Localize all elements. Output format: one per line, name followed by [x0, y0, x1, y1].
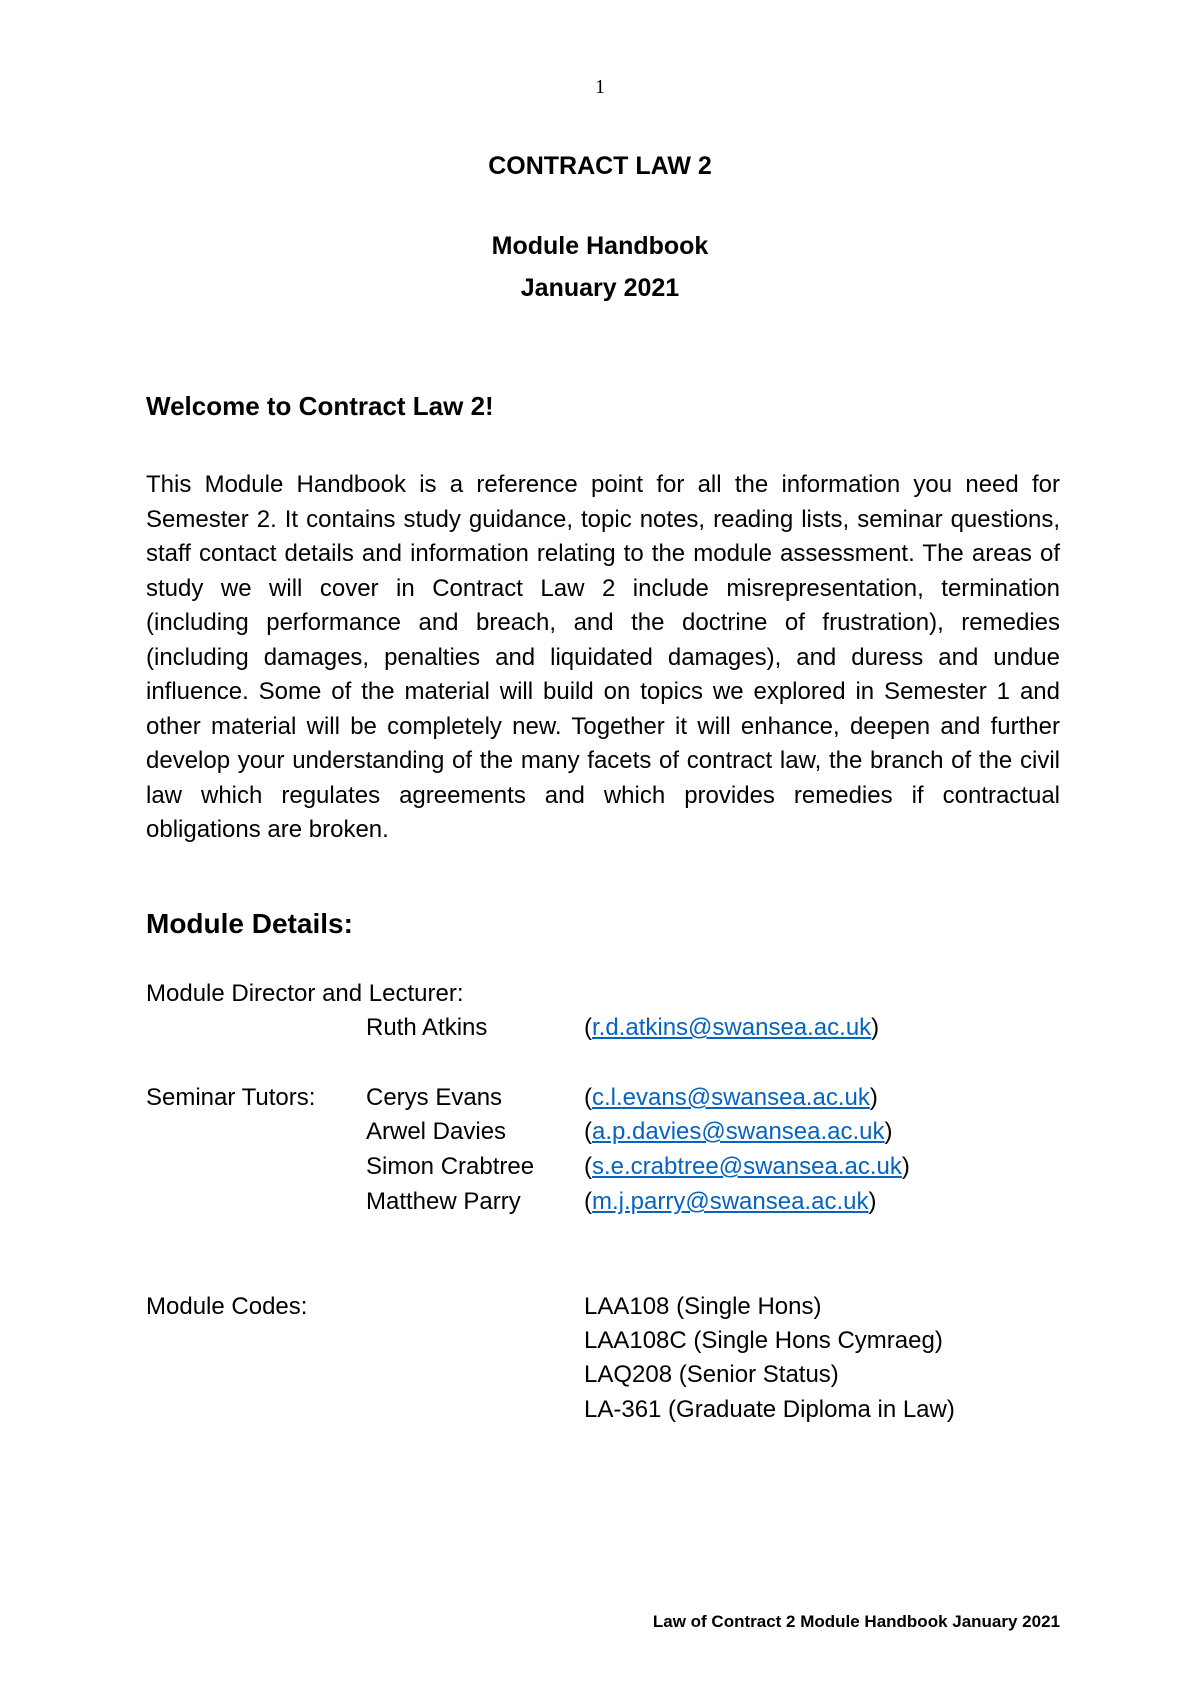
tutor-name: Matthew Parry [366, 1188, 521, 1215]
tutor-email-row: (a.p.davies@swansea.ac.uk) [584, 1118, 893, 1145]
director-email-link[interactable]: r.d.atkins@swansea.ac.uk [592, 1014, 872, 1041]
tutor-email-link[interactable]: a.p.davies@swansea.ac.uk [592, 1118, 885, 1145]
tutor-email-link[interactable]: m.j.parry@swansea.ac.uk [592, 1188, 869, 1215]
director-label: Module Director and Lecturer: [146, 980, 464, 1007]
module-code: LAA108C (Single Hons Cymraeg) [584, 1327, 943, 1354]
document-title: CONTRACT LAW 2 [488, 152, 712, 180]
director-email-row: (r.d.atkins@swansea.ac.uk) [584, 1014, 880, 1041]
document-date: January 2021 [520, 274, 680, 302]
module-code: LA-361 (Graduate Diploma in Law) [584, 1396, 955, 1423]
tutor-email-row: (s.e.crabtree@swansea.ac.uk) [584, 1153, 910, 1180]
tutor-name: Simon Crabtree [366, 1153, 535, 1180]
document-subtitle: Module Handbook [491, 232, 709, 260]
page-number: 1 [595, 76, 605, 98]
welcome-heading: Welcome to Contract Law 2! [146, 391, 494, 421]
tutor-email-row: (m.j.parry@swansea.ac.uk) [584, 1188, 877, 1215]
tutor-name: Cerys Evans [366, 1084, 503, 1111]
tutors-label: Seminar Tutors: [146, 1084, 316, 1111]
welcome-paragraph: This Module Handbook is a reference point for all the information you need for Semester 2. It contains study guidance, topic notes, reading lists, seminar questions, staff contact details and information relating to the module assessment. The areas of study we will cover in Contract Law 2 include misrepresentation, termination (including performance and breach, and the doctrine of frustration), remedies (including damages, penalties and liquidated damages), and duress and undue influence. Some of the material will build on topics we explored in Semester 1 and other material will be completely new. Together it will enhance, deepen and further develop your understanding of the many facets of contract law, the branch of the civil law which regulates agreements and which provides remedies if contractual obligations are broken. [146, 471, 1060, 843]
tutor-email-row: (c.l.evans@swansea.ac.uk) [584, 1084, 878, 1111]
module-details-heading: Module Details: [146, 908, 353, 939]
director-name: Ruth Atkins [366, 1014, 488, 1041]
page-footer: Law of Contract 2 Module Handbook January 2021 [652, 1612, 1060, 1631]
tutor-email-link[interactable]: s.e.crabtree@swansea.ac.uk [592, 1153, 902, 1180]
module-code: LAQ208 (Senior Status) [584, 1361, 839, 1388]
module-code: LAA108 (Single Hons) [584, 1293, 822, 1320]
tutor-name: Arwel Davies [366, 1118, 507, 1145]
tutor-email-link[interactable]: c.l.evans@swansea.ac.uk [592, 1084, 870, 1111]
module-codes-label: Module Codes: [146, 1293, 308, 1320]
